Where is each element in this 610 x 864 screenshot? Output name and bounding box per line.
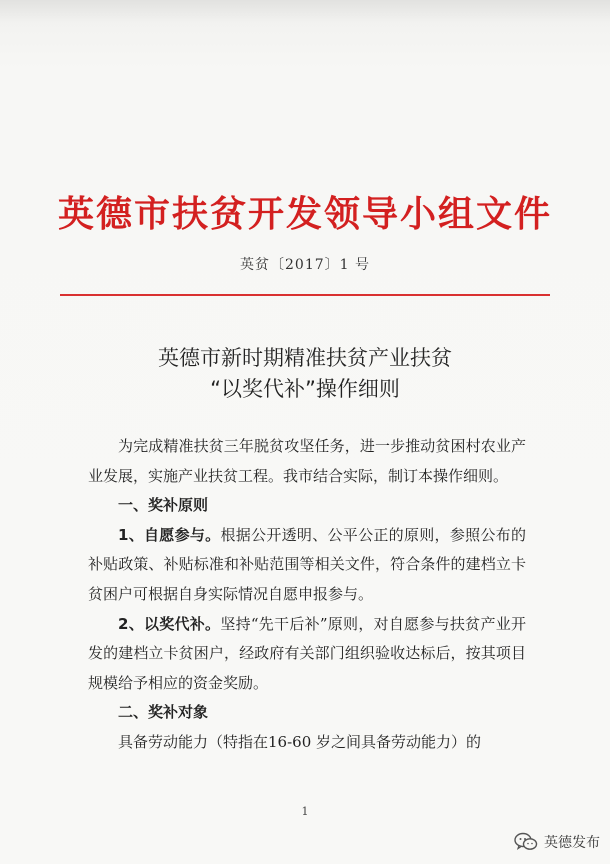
- red-header-title: 英德市扶贫开发领导小组文件: [57, 193, 552, 235]
- wechat-icon: [514, 832, 538, 852]
- principle-item-2-lead: 2、以奖代补。: [118, 614, 221, 633]
- document-title: [0, 343, 610, 405]
- intro-paragraph: 为完成精准扶贫三年脱贫攻坚任务，进一步推动贫困村农业产业发展，实施产业扶贫工程。我市结合实际，制订本操作细则。: [88, 437, 526, 485]
- principle-item-1-lead: 1、自愿参与。: [118, 525, 221, 544]
- document-number: 英贫〔2017〕1 号: [240, 257, 370, 273]
- watermark: [514, 832, 600, 852]
- principle-item-2-text: 坚持“先干后补”原则，对自愿参与扶贫产业开发的建档立卡贫困户，经政府有关部门组织验收达标后，按其项目规模给予相应的资金奖励。: [88, 614, 526, 692]
- principle-item-2: [88, 610, 526, 699]
- scan-shadow: [0, 0, 610, 24]
- red-divider: [60, 294, 550, 296]
- principle-item-1: [88, 521, 526, 610]
- principle-item-1-text: 根据公开透明、公平公正的原则，参照公布的补贴政策、补贴标准和补贴范围等相关文件，符合条件的建档立卡贫困户可根据自身实际情况自愿申报参与。: [88, 525, 526, 603]
- document-title-line-2: “以奖代补”操作细则: [210, 377, 400, 401]
- document-title-line-1: 英德市新时期精准扶贫产业扶贫: [158, 346, 452, 370]
- section-heading-principles: 一、奖补原则: [118, 496, 209, 515]
- targets-paragraph: 具备劳动能力（特指在16-60 岁之间具备劳动能力）的: [118, 732, 482, 751]
- document-body: [88, 432, 526, 758]
- page-number: 1: [301, 805, 309, 818]
- watermark-label: 英德发布: [544, 835, 600, 851]
- section-heading-targets: 二、奖补对象: [118, 703, 209, 722]
